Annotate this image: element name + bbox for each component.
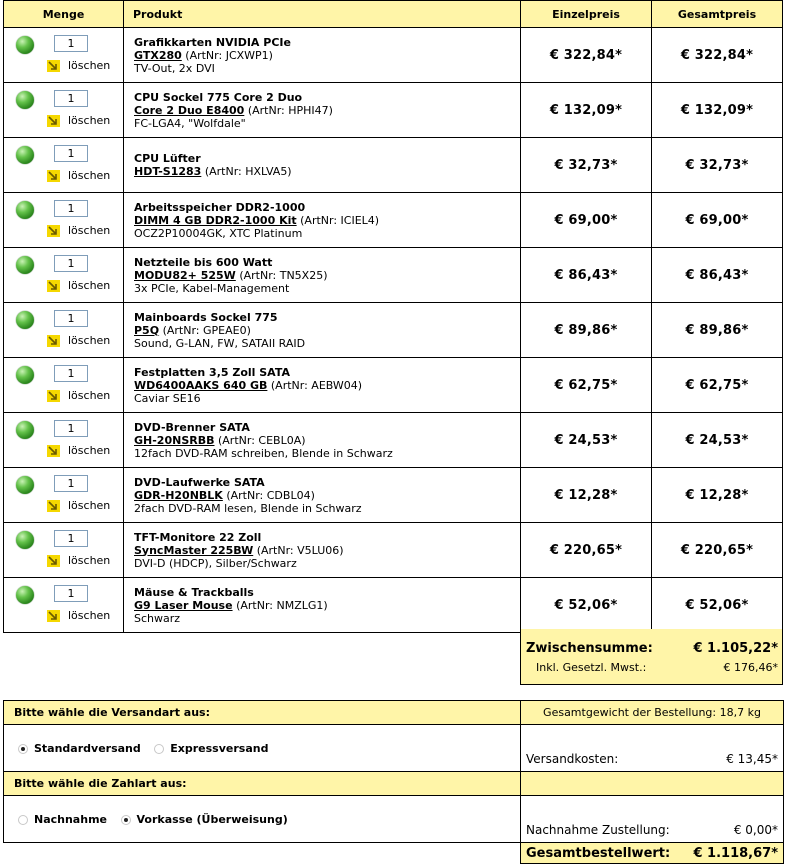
unit-price: € 62,75*: [521, 358, 652, 413]
product-category: DVD-Laufwerke SATA: [134, 475, 265, 489]
product-category: Netzteile bis 600 Watt: [134, 255, 273, 269]
article-number: (ArtNr: NMZLG1): [236, 598, 328, 612]
product-description: Sound, G-LAN, FW, SATAII RAID: [134, 336, 306, 350]
product-description: Schwarz: [134, 611, 181, 625]
delete-link[interactable]: löschen: [68, 444, 111, 457]
article-number: (ArtNr: TN5X25): [239, 268, 328, 282]
delete-arrow-icon[interactable]: [47, 115, 60, 127]
availability-status-icon: [16, 36, 34, 54]
availability-status-icon: [16, 311, 34, 329]
product-category: Arbeitsspeicher DDR2-1000: [134, 200, 306, 214]
delete-link[interactable]: löschen: [68, 389, 111, 402]
product-description: OCZ2P10004GK, XTC Platinum: [134, 226, 303, 240]
subtotal-value: € 1.105,22*: [693, 641, 778, 656]
header-product: Produkt: [124, 1, 521, 28]
qty-cell: [4, 83, 124, 138]
product-link[interactable]: Core 2 Duo E8400: [134, 103, 245, 117]
delete-link[interactable]: löschen: [68, 59, 111, 72]
article-number: (ArtNr: ICIEL4): [300, 213, 380, 227]
shipping-cost-value: € 13,45*: [726, 752, 778, 766]
product-category: Grafikkarten NVIDIA PCIe: [134, 35, 291, 49]
qty-cell: [4, 193, 124, 248]
unit-price: € 132,09*: [521, 83, 652, 138]
delete-link[interactable]: löschen: [68, 499, 111, 512]
product-link[interactable]: HDT-S1283: [134, 165, 202, 178]
delete-arrow-icon[interactable]: [47, 170, 60, 182]
delete-link[interactable]: löschen: [68, 334, 111, 347]
cart-header-row: [4, 1, 783, 28]
product-category: Festplatten 3,5 Zoll SATA: [134, 365, 291, 379]
product-link[interactable]: GDR-H20NBLK: [134, 488, 223, 502]
article-number: (ArtNr: CEBL0A): [217, 433, 306, 447]
quantity-input[interactable]: [54, 585, 88, 602]
qty-cell: [4, 413, 124, 468]
total-price: € 69,00*: [652, 193, 783, 248]
product-description: 12fach DVD-RAM schreiben, Blende in Schwarz: [134, 446, 393, 460]
delete-arrow-icon[interactable]: [47, 60, 60, 72]
total-price: € 89,86*: [652, 303, 783, 358]
delete-link[interactable]: löschen: [68, 224, 111, 237]
vat-label: Inkl. Gesetzl. Mwst.:: [536, 661, 647, 674]
payment-heading-blank: [521, 772, 784, 796]
unit-price: € 220,65*: [521, 523, 652, 578]
product-category: DVD-Brenner SATA: [134, 420, 250, 434]
total-price: € 24,53*: [652, 413, 783, 468]
total-price: € 32,73*: [652, 138, 783, 193]
product-category: Mainboards Sockel 775: [134, 310, 278, 324]
delete-link[interactable]: löschen: [68, 114, 111, 127]
qty-cell: [4, 358, 124, 413]
availability-status-icon: [16, 91, 34, 109]
cart-table: [3, 0, 783, 633]
cart-item-row: [4, 28, 783, 83]
cart-item-row: [4, 303, 783, 358]
payment-fee-cell: [521, 796, 784, 843]
unit-price: € 32,73*: [521, 138, 652, 193]
qty-cell: [4, 578, 124, 633]
grand-total-label: Gesamtbestellwert:: [526, 846, 671, 861]
quantity-input[interactable]: [54, 365, 88, 382]
cart-item-row: [4, 83, 783, 138]
product-description: 3x PCIe, Kabel-Management: [134, 281, 290, 295]
quantity-input[interactable]: [54, 145, 88, 162]
order-weight: Gesamtgewicht der Bestellung: 18,7 kg: [521, 701, 784, 725]
total-price: € 12,28*: [652, 468, 783, 523]
delete-arrow-icon[interactable]: [47, 445, 60, 457]
subtotal-row: [526, 641, 778, 656]
qty-cell: [4, 523, 124, 578]
quantity-input[interactable]: [54, 90, 88, 107]
cart-item-row: [4, 193, 783, 248]
quantity-input[interactable]: [54, 200, 88, 217]
shipping-cost-label: Versandkosten:: [526, 752, 619, 766]
delete-link[interactable]: löschen: [68, 169, 111, 182]
product-cell: [124, 303, 521, 358]
quantity-input[interactable]: [54, 255, 88, 272]
product-cell: [124, 248, 521, 303]
header-qty: Menge: [4, 1, 124, 28]
availability-status-icon: [16, 531, 34, 549]
article-number: (ArtNr: AEBW04): [270, 378, 363, 392]
quantity-input[interactable]: [54, 420, 88, 437]
total-price: € 220,65*: [652, 523, 783, 578]
delete-link[interactable]: löschen: [68, 609, 111, 622]
availability-status-icon: [16, 476, 34, 494]
payment-fee-label: Nachnahme Zustellung:: [526, 823, 670, 837]
product-description: FC-LGA4, "Wolfdale": [134, 116, 246, 130]
product-cell: [124, 358, 521, 413]
unit-price: € 24,53*: [521, 413, 652, 468]
product-link[interactable]: GH-20NSRBB: [134, 433, 215, 447]
article-number: (ArtNr: CDBL04): [226, 488, 315, 502]
shipping-option-standard[interactable]: Standardversand: [18, 742, 151, 755]
delete-arrow-icon[interactable]: [47, 555, 60, 567]
availability-status-icon: [16, 366, 34, 384]
vat-row: [536, 661, 778, 674]
vat-value: € 176,46*: [723, 661, 778, 674]
product-category: TFT-Monitore 22 Zoll: [134, 530, 262, 544]
qty-cell: [4, 248, 124, 303]
quantity-input[interactable]: [54, 475, 88, 492]
qty-cell: [4, 468, 124, 523]
unit-price: € 52,06*: [521, 578, 652, 633]
radio-vorkasse[interactable]: [121, 815, 131, 825]
shipping-options: [4, 725, 521, 772]
product-cell: [124, 523, 521, 578]
qty-cell: [4, 138, 124, 193]
availability-status-icon: [16, 586, 34, 604]
quantity-input[interactable]: [54, 35, 88, 52]
availability-status-icon: [16, 146, 34, 164]
total-price: € 52,06*: [652, 578, 783, 633]
product-cell: [124, 578, 521, 633]
radio-nachnahme[interactable]: [18, 815, 28, 825]
delete-arrow-icon[interactable]: [47, 610, 60, 622]
delete-arrow-icon[interactable]: [47, 335, 60, 347]
product-description: Caviar SE16: [134, 391, 201, 405]
article-number: (ArtNr: HXLVA5): [204, 165, 292, 178]
grand-total-cell: [521, 843, 784, 864]
product-category: CPU Sockel 775 Core 2 Duo: [134, 90, 303, 104]
product-category: CPU Lüfter: [134, 152, 201, 165]
product-link[interactable]: P5Q: [134, 323, 160, 337]
quantity-input[interactable]: [54, 310, 88, 327]
delete-arrow-icon[interactable]: [47, 390, 60, 402]
product-link[interactable]: WD6400AAKS 640 GB: [134, 378, 268, 392]
article-number: (ArtNr: HPHI47): [247, 103, 333, 117]
article-number: (ArtNr: GPEAE0): [162, 323, 251, 337]
payment-fee-value: € 0,00*: [733, 823, 778, 837]
subtotal-label: Zwischensumme:: [526, 641, 653, 656]
product-description: TV-Out, 2x DVI: [134, 61, 215, 75]
cart-item-row: [4, 523, 783, 578]
shipping-heading: Bitte wähle die Versandart aus:: [4, 701, 521, 725]
unit-price: € 12,28*: [521, 468, 652, 523]
qty-cell: [4, 28, 124, 83]
product-cell: [124, 83, 521, 138]
header-total-price: Gesamtpreis: [652, 1, 783, 28]
delete-arrow-icon[interactable]: [47, 225, 60, 237]
payment-option-prepayment[interactable]: Vorkasse (Überweisung): [121, 813, 298, 826]
total-price: € 86,43*: [652, 248, 783, 303]
availability-status-icon: [16, 201, 34, 219]
quantity-input[interactable]: [54, 530, 88, 547]
total-price: € 62,75*: [652, 358, 783, 413]
unit-price: € 322,84*: [521, 28, 652, 83]
total-price: € 322,84*: [652, 28, 783, 83]
product-link[interactable]: DIMM 4 GB DDR2-1000 Kit: [134, 213, 297, 227]
delete-link[interactable]: löschen: [68, 554, 111, 567]
shipping-cost-cell: [521, 725, 784, 772]
delete-arrow-icon[interactable]: [47, 500, 60, 512]
header-unit-price: Einzelpreis: [521, 1, 652, 28]
delete-arrow-icon[interactable]: [47, 280, 60, 292]
unit-price: € 89,86*: [521, 303, 652, 358]
payment-options: [4, 796, 521, 843]
unit-price: € 69,00*: [521, 193, 652, 248]
product-cell: [124, 413, 521, 468]
product-link[interactable]: MODU82+ 525W: [134, 268, 236, 282]
product-link[interactable]: G9 Laser Mouse: [134, 598, 233, 612]
article-number: (ArtNr: JCXWP1): [185, 48, 273, 62]
availability-status-icon: [16, 256, 34, 274]
total-price: € 132,09*: [652, 83, 783, 138]
payment-heading: Bitte wähle die Zahlart aus:: [4, 772, 521, 796]
cart-item-row: [4, 578, 783, 633]
shipping-option-express[interactable]: Expressversand: [154, 742, 278, 755]
unit-price: € 86,43*: [521, 248, 652, 303]
payment-option-cod[interactable]: Nachnahme: [18, 813, 117, 826]
cart-item-row: [4, 138, 783, 193]
product-description: DVI-D (HDCP), Silber/Schwarz: [134, 556, 297, 570]
product-category: Mäuse & Trackballs: [134, 585, 254, 599]
product-cell: [124, 138, 521, 193]
article-number: (ArtNr: V5LU06): [256, 543, 344, 557]
availability-status-icon: [16, 421, 34, 439]
radio-express[interactable]: [154, 744, 164, 754]
product-link[interactable]: SyncMaster 225BW: [134, 543, 254, 557]
subtotal-box: [520, 629, 783, 685]
product-description: 2fach DVD-RAM lesen, Blende in Schwarz: [134, 501, 362, 515]
cart-item-row: [4, 413, 783, 468]
radio-standard[interactable]: [18, 744, 28, 754]
product-cell: [124, 193, 521, 248]
shipping-payment-table: [3, 700, 784, 864]
grand-total-value: € 1.118,67*: [693, 846, 778, 861]
delete-link[interactable]: löschen: [68, 279, 111, 292]
product-cell: [124, 28, 521, 83]
cart-item-row: [4, 248, 783, 303]
cart-item-row: [4, 468, 783, 523]
product-link[interactable]: GTX280: [134, 48, 182, 62]
qty-cell: [4, 303, 124, 358]
cart-item-row: [4, 358, 783, 413]
product-cell: [124, 468, 521, 523]
